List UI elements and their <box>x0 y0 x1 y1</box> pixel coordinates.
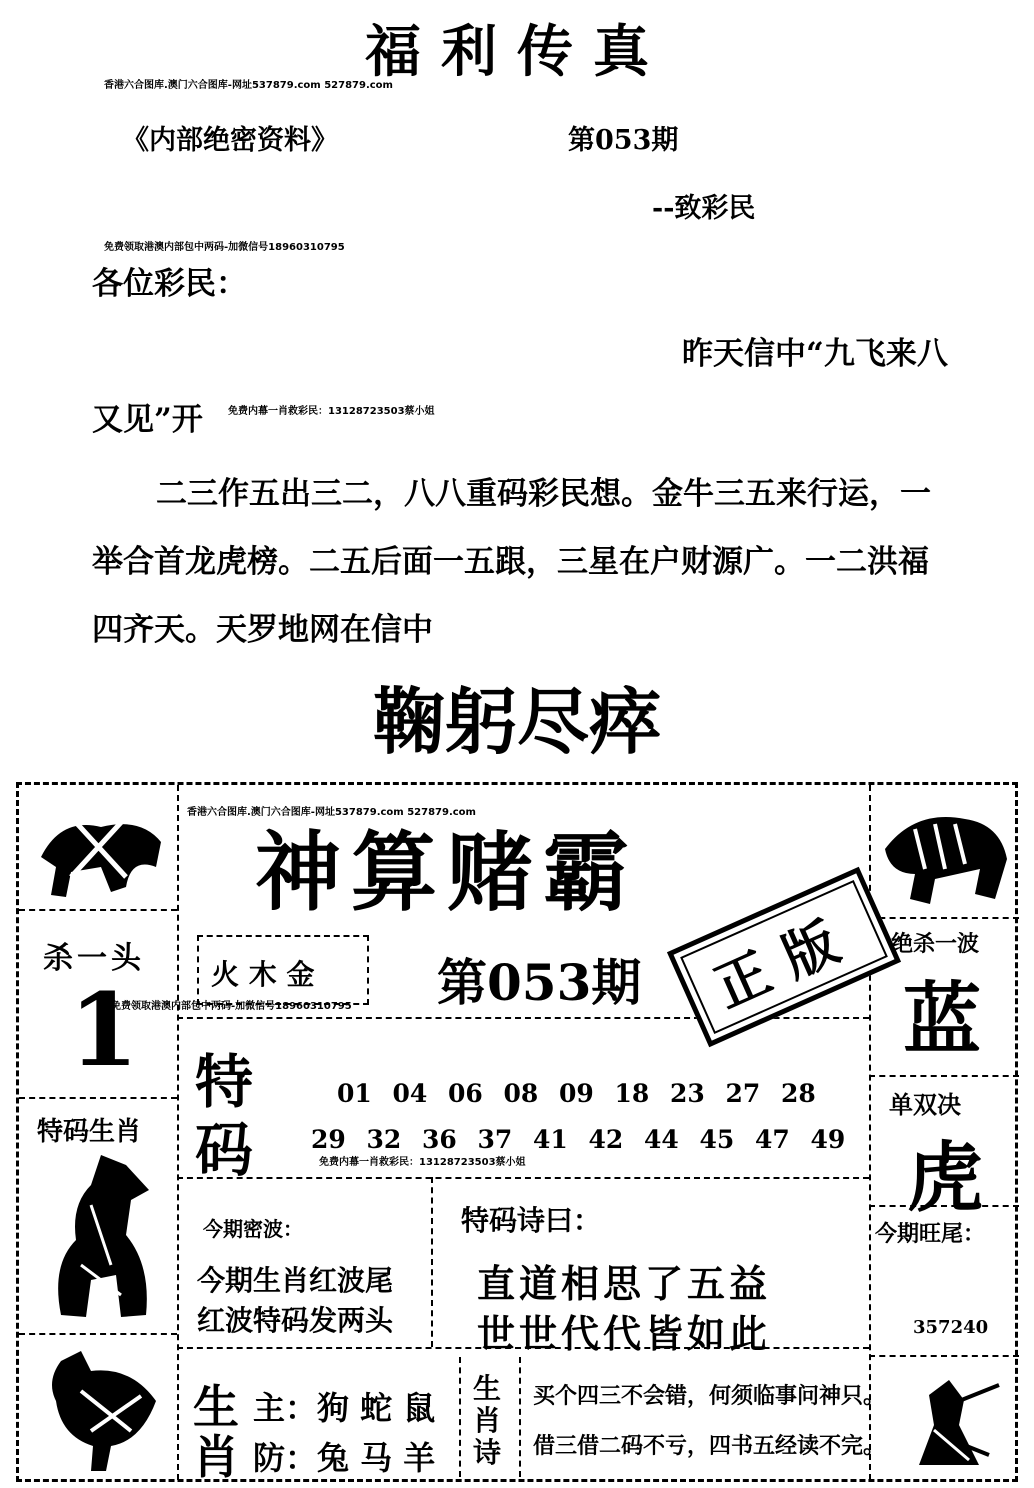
poster-issue: 第053期 <box>437 953 642 1012</box>
hot-tail-label: 今期旺尾： <box>875 1222 986 1247</box>
special-zodiac-label: 特码生肖 <box>37 1117 142 1147</box>
poem-line-1: 直道相思了五益 <box>477 1262 772 1306</box>
elements: 火 木 金 <box>211 958 315 991</box>
watermark-site: 香港六合图库.澳门六合图库-网址537879.com 527879.com <box>104 80 393 91</box>
odd-even-label: 单双决 <box>889 1091 961 1119</box>
poster-watermark-site: 香港六合图库.澳门六合图库-网址537879.com 527879.com <box>187 807 476 818</box>
letter-para-3: 四齐天。天罗地网在信中 <box>92 612 433 648</box>
kill-wave-value: 蓝 <box>903 975 982 1065</box>
ox-icon <box>31 797 171 905</box>
ma-char: 码 <box>195 1116 254 1184</box>
poster-watermark-wechat: 免费领取港澳内部包中两码-加微信号18960310795 <box>111 1001 352 1012</box>
zodiac-poem-line-2: 借三借二码不亏，四书五经读不完。 <box>533 1434 886 1459</box>
poster-watermark-phone: 免费内幕一肖救彩民：13128723503蔡小姐 <box>319 1157 526 1168</box>
tiger-icon <box>875 799 1015 911</box>
letter-line-2: 又见”开 <box>92 402 203 438</box>
rider-icon <box>879 1365 1015 1475</box>
zodiac-sheng: 生 <box>193 1380 239 1434</box>
guard-zodiac: 防：兔 马 羊 <box>253 1439 436 1477</box>
poem-line-2: 世世代代皆如此 <box>477 1312 772 1356</box>
odd-even-value: 虎 <box>907 1133 983 1222</box>
zodiac-poem-line-1: 买个四三不会错，何须临事问神只。 <box>533 1384 886 1409</box>
kill-wave-label: 绝杀一波 <box>891 932 980 957</box>
authentic-stamp <box>667 867 901 1047</box>
dog-icon <box>31 1145 171 1325</box>
secret-wave-label: 今期密波： <box>203 1217 303 1241</box>
to-players: --致彩民 <box>652 193 756 224</box>
page-title: 福利传真 <box>365 19 669 85</box>
letter-line-1: 昨天信中“九飞来八 <box>682 336 948 372</box>
letter-para-2: 举合首龙虎榜。二五后面一五跟，三星在户财源广。一二洪福 <box>92 544 929 580</box>
numbers-row-1: 01 04 06 08 09 18 23 27 28 <box>337 1079 816 1108</box>
secret-wave-line-2: 红波特码发两头 <box>197 1304 394 1337</box>
kill-head-label: 杀一头 <box>43 941 145 976</box>
watermark-wechat: 免费领取港澳内部包中两码-加微信号18960310795 <box>104 242 345 253</box>
headline-2: 鞠躬尽瘁 <box>372 680 661 764</box>
zodiac-poem-label: 生肖诗 <box>473 1372 502 1469</box>
issue-number: 第053期 <box>568 125 679 156</box>
secret-wave-line-1: 今期生肖红波尾 <box>197 1264 394 1297</box>
hot-tail-value: 357240 <box>913 1317 989 1338</box>
stamp-text: 正版 <box>680 880 888 1034</box>
main-zodiac: 主：狗 蛇 鼠 <box>253 1389 436 1427</box>
rooster-icon <box>31 1341 171 1475</box>
letter-para-1: 二三作五出三二，八八重码彩民想。金牛三五来行运，一 <box>156 476 931 512</box>
doc-label: 《内部绝密资料》 <box>122 125 338 156</box>
poster-title: 神算赌霸 <box>255 823 639 923</box>
poem-label: 特码诗曰： <box>461 1204 602 1237</box>
salutation: 各位彩民： <box>92 266 247 302</box>
poster <box>16 782 1018 1482</box>
numbers-row-2: 29 32 36 37 41 42 44 45 47 49 <box>311 1125 846 1154</box>
kill-head-value: 1 <box>69 971 139 1089</box>
zodiac-xiao: 肖 <box>193 1430 239 1484</box>
watermark-phone: 免费内幕一肖救彩民：13128723503蔡小姐 <box>228 406 435 417</box>
te-char: 特 <box>195 1048 254 1116</box>
